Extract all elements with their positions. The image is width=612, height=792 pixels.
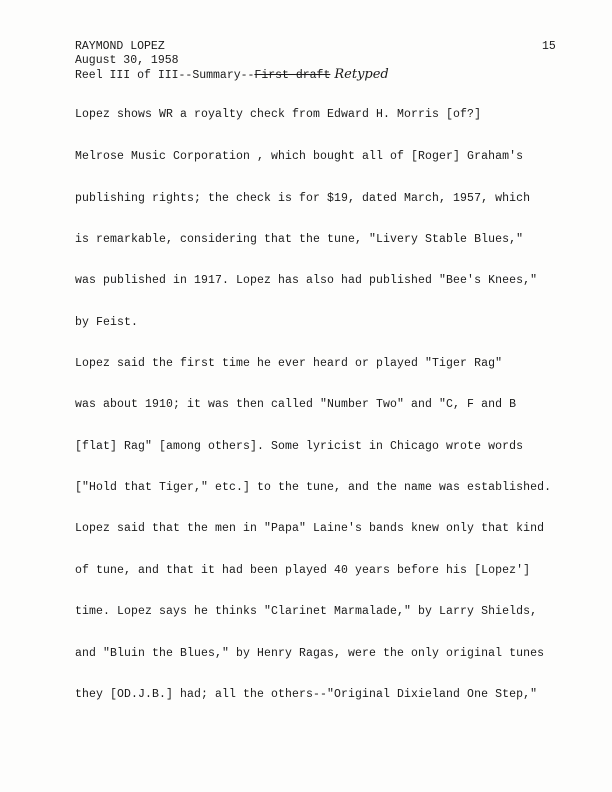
text-line: publishing rights; the check is for $19, dated March, 1957, which bbox=[75, 192, 531, 205]
struck-draft-label: First draft bbox=[254, 69, 331, 82]
interview-date: August 30, 1958 bbox=[75, 54, 179, 67]
text-line: and "Bluin the Blues," by Henry Ragas, were the only original tunes bbox=[75, 647, 545, 660]
text-line: of tune, and that it had been played 40 years before his [Lopez'] bbox=[75, 564, 531, 577]
text-line: Lopez said the first time he ever heard or played "Tiger Rag" bbox=[75, 357, 503, 370]
reel-line bbox=[75, 68, 389, 83]
text-line: they [OD.J.B.] had; all the others--"Original Dixieland One Step," bbox=[75, 688, 538, 701]
text-line: ["Hold that Tiger," etc.] to the tune, and the name was established. bbox=[75, 481, 552, 494]
document-header bbox=[75, 40, 389, 83]
page-number: 15 bbox=[542, 40, 556, 53]
handwritten-note: Retyped bbox=[334, 67, 389, 82]
text-line: is remarkable, considering that the tune, "Livery Stable Blues," bbox=[75, 233, 524, 246]
text-line: time. Lopez says he thinks "Clarinet Marmalade," by Larry Shields, bbox=[75, 605, 538, 618]
text-line: was about 1910; it was then called "Number Two" and "C, F and B bbox=[75, 398, 517, 411]
text-line: Melrose Music Corporation , which bought all of [Roger] Graham's bbox=[75, 150, 524, 163]
text-line: Lopez said that the men in "Papa" Laine's bands knew only that kind bbox=[75, 522, 545, 535]
reel-label: Reel III of III--Summary-- bbox=[75, 69, 255, 82]
text-line: [flat] Rag" [among others]. Some lyricist in Chicago wrote words bbox=[75, 440, 524, 453]
interviewee-name: RAYMOND LOPEZ bbox=[75, 40, 165, 53]
text-line: by Feist. bbox=[75, 316, 139, 329]
text-line: was published in 1917. Lopez has also had published "Bee's Knees," bbox=[75, 274, 538, 287]
text-line: Lopez shows WR a royalty check from Edward H. Morris [of?] bbox=[75, 108, 482, 121]
